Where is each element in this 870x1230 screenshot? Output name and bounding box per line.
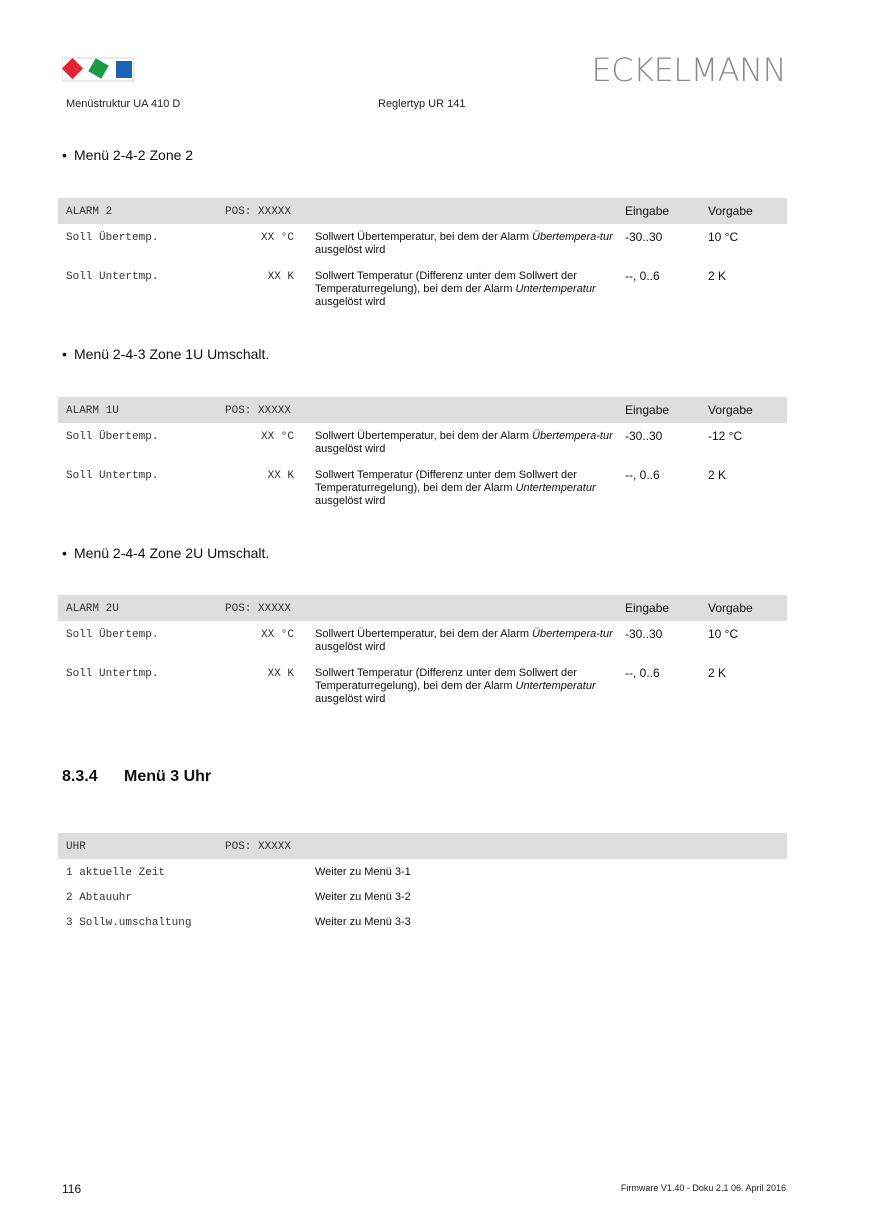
eingabe-value: --, 0..6 <box>625 468 660 482</box>
vorgabe-header: Vorgabe <box>708 204 753 218</box>
table-row <box>58 423 787 462</box>
table-row <box>58 884 787 909</box>
section-number: 8.3.4 <box>62 768 98 785</box>
logo-squares-icon <box>62 57 136 83</box>
table-header <box>58 397 787 423</box>
menu-table-3 <box>58 595 787 710</box>
parameter-description: Sollwert Temperatur (Differenz unter dem Sollwert der Temperaturregelung), bei dem der Alarm Untertemperatur ausgelöst wird <box>315 667 596 705</box>
menu-position: POS: XXXXX <box>225 603 292 615</box>
menu-entry-description: Weiter zu Menü 3-3 <box>315 916 411 928</box>
table-header <box>58 198 787 224</box>
parameter-label: Soll Übertemp. <box>66 629 159 641</box>
eingabe-value: -30..30 <box>625 230 663 244</box>
vorgabe-header: Vorgabe <box>708 403 753 417</box>
vorgabe-value: 10 °C <box>708 627 739 641</box>
vorgabe-value: 2 K <box>708 468 727 482</box>
menu-entry-label: 1 aktuelle Zeit <box>66 867 166 879</box>
menu-name: UHR <box>66 841 86 853</box>
section-heading <box>62 768 211 786</box>
header-center-text: Reglertyp UR 141 <box>378 98 466 110</box>
table-row <box>58 660 787 710</box>
bullet-heading-2: • Menü 2-4-3 Zone 1U Umschalt. <box>62 346 270 362</box>
parameter-unit: XX °C <box>260 232 294 244</box>
eingabe-header: Eingabe <box>625 204 670 218</box>
parameter-label: Soll Untertmp. <box>66 668 159 680</box>
table-row <box>58 859 787 884</box>
menu-table-2 <box>58 397 787 512</box>
parameter-description: Sollwert Temperatur (Differenz unter dem Sollwert der Temperaturregelung), bei dem der Alarm Untertemperatur ausgelöst wird <box>315 469 596 507</box>
menu-position: POS: XXXXX <box>225 405 292 417</box>
section-title: Menü 3 Uhr <box>124 768 212 785</box>
parameter-unit: XX °C <box>260 431 294 443</box>
menu-entry-description: Weiter zu Menü 3-1 <box>315 866 411 878</box>
table-row <box>58 909 787 934</box>
table-row <box>58 462 787 512</box>
table-row <box>58 621 787 660</box>
header-left-text: Menüstruktur UA 410 D <box>66 98 181 110</box>
menu-name: ALARM 2U <box>66 603 119 615</box>
footer-info: Firmware V1.40 - Doku 2.1 06. April 2016 <box>620 1183 786 1193</box>
parameter-label: Soll Untertmp. <box>66 470 159 482</box>
vorgabe-header: Vorgabe <box>708 601 753 615</box>
parameter-description: Sollwert Übertemperatur, bei dem der Alarm Übertempera-tur ausgelöst wird <box>315 628 613 653</box>
menu-name: ALARM 1U <box>66 405 119 417</box>
page-number: 116 <box>62 1182 82 1196</box>
menu-name: ALARM 2 <box>66 206 113 218</box>
bullet-heading-3: • Menü 2-4-4 Zone 2U Umschalt. <box>62 545 270 561</box>
parameter-label: Soll Untertmp. <box>66 271 159 283</box>
menu-position: POS: XXXXX <box>225 206 292 218</box>
vorgabe-value: 10 °C <box>708 230 739 244</box>
eingabe-header: Eingabe <box>625 403 670 417</box>
vorgabe-value: 2 K <box>708 269 727 283</box>
eingabe-header: Eingabe <box>625 601 670 615</box>
menu-table-1 <box>58 198 787 313</box>
vorgabe-value: 2 K <box>708 666 727 680</box>
bullet-heading-1: • Menü 2-4-2 Zone 2 <box>62 147 194 163</box>
parameter-description: Sollwert Übertemperatur, bei dem der Alarm Übertempera-tur ausgelöst wird <box>315 430 613 455</box>
parameter-unit: XX K <box>267 470 294 482</box>
brand-name: ECKELMANN <box>591 51 786 89</box>
table-header <box>58 833 787 859</box>
eingabe-value: -30..30 <box>625 429 663 443</box>
eingabe-value: --, 0..6 <box>625 666 660 680</box>
parameter-label: Soll Übertemp. <box>66 232 159 244</box>
parameter-description: Sollwert Temperatur (Differenz unter dem Sollwert der Temperaturregelung), bei dem der Alarm Untertemperatur ausgelöst wird <box>315 270 596 308</box>
menu-entry-label: 3 Sollw.umschaltung <box>66 917 192 929</box>
menu-entry-label: 2 Abtauuhr <box>66 892 133 904</box>
parameter-unit: XX K <box>267 271 294 283</box>
table-header <box>58 595 787 621</box>
vorgabe-value: -12 °C <box>708 429 743 443</box>
menu-entry-description: Weiter zu Menü 3-2 <box>315 891 411 903</box>
eingabe-value: --, 0..6 <box>625 269 660 283</box>
parameter-label: Soll Übertemp. <box>66 431 159 443</box>
menu-position: POS: XXXXX <box>225 841 292 853</box>
table-row <box>58 263 787 313</box>
uhr-table <box>58 833 787 934</box>
parameter-unit: XX K <box>267 668 294 680</box>
table-row <box>58 224 787 263</box>
eingabe-value: -30..30 <box>625 627 663 641</box>
parameter-description: Sollwert Übertemperatur, bei dem der Alarm Übertempera-tur ausgelöst wird <box>315 231 613 256</box>
parameter-unit: XX °C <box>260 629 294 641</box>
